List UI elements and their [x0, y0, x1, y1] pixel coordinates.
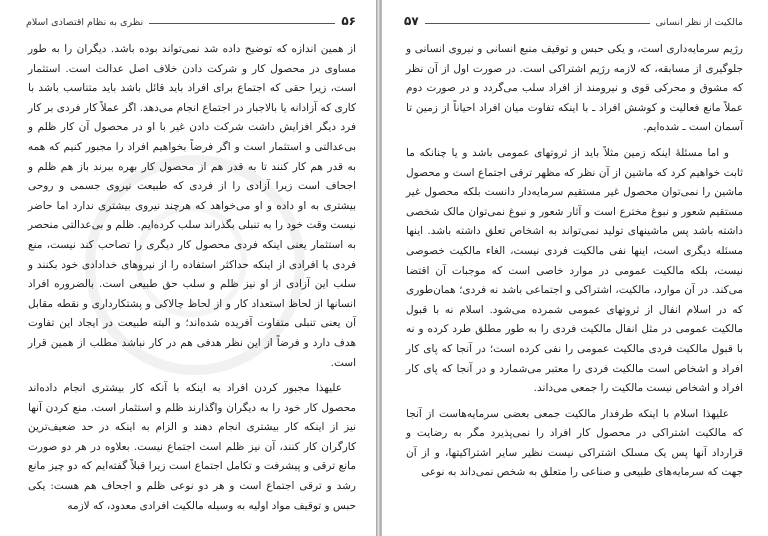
- left-page-text: [28, 40, 356, 516]
- right-paragraph-3: علیهذا اسلام با اینکه طرفدار مالکیت جمعی بعضی سرمایه‌هاست از آنجا که مالکیت اشتراکی در محصول کار افراد را نمی‌پذیرد مگر به رضایت و قرارداد آنها پس یک مسلک اشتراکی نیست نظیر سایر اشتراکیتها، و از آن جهت که سرمایه‌های طبیعی و صناعی را متعلق به شخص نمی‌داند به نوعی: [406, 407, 743, 479]
- left-running-head: [26, 10, 356, 28]
- right-page-number: ۵۷: [404, 14, 419, 28]
- right-paragraph-1: رژیم سرمایه‌داری است، و یکی حبس و توقیف منبع انسانی و نیروی انسانی و جلوگیری از مسابقه، که لازمه رژیم اشتراکی است. در صورت اول از آن نظر که مشوق و محرکی قوی و نیرومند از افراد سلب می‌گردد و در صورت دوم عملاً مانع فعالیت و کوشش افراد ـ با اینکه تفاوت میان افراد احیاناً از زمین تا آسمان است ـ شده‌ایم.: [406, 43, 743, 134]
- right-page: [381, 0, 768, 536]
- left-paragraph-2: علیهذا مجبور کردن افراد به اینکه با آنکه کار بیشتری انجام داده‌اند محصول کار خود را به دیگران واگذارند ظلم و استثمار است. منع کردن آنها نیز از اینکه کار بیشتری انجام دهند و الزام به اینکه در حد ضعیف‌ترین کارگران کار کنند، آن نیز ظلم است اجتماع نیست. بعلاوه در هر دو صورت مانع ترقی و پیشرفت و تکامل اجتماع است زیرا قبلاً گفته‌ایم که دو چیز مانع رشد و ترقی اجتماع است و هر دو نوعی ظلم و اجحاف هم هست: یکی حبس و توقیف مواد اولیه به وسیله مالکیت افرادی معدود، که لازمه: [28, 382, 356, 512]
- right-running-head: [404, 10, 743, 28]
- right-page-text: [406, 40, 743, 483]
- left-paragraph-1: از همین اندازه که توضیح داده شد نمی‌تواند بوده باشد. دیگران را به طور مساوی در محصول کار و شرکت دادن خلاف اصل عدالت است. استثمار است، زیرا حقی که اجتماع برای افراد باید قائل باشد باید متناسب باشد با کاری که آزادانه یا بالاجبار در اجتماع انجام می‌دهد. اگر عملاً کار فردی بر کار فرد دیگر افزایش داشت شرکت دادن غیر با او در محصول آن کار ظلم و بی‌عدالتی و استثمار است و اگر فرضاً بخواهیم افراد را مجبور کنیم که همه به قدر هم کار کنند تا به قدر هم از محصول کار بهره ببرند باز هم ظلم و اجحاف است زیرا آزادی را از فردی که طبیعت نیروی جسمی و روحی بیشتری به او داده و او می‌خواهد که هرچند نیروی بیشتری ندارد اما حاضر نیست وقت خود را به تنبلی بگذراند سلب کرده‌ایم. ظلم و بی‌عدالتی منحصر به استثمار یعنی اینکه فردی محصول کار دیگری را تصاحب کند نیست، منع فردی یا افرادی از اینکه حداکثر استفاده را از نیروهای خدادادی خود بکنند و سلب این آزادی از او نیز ظلم و سلب حق طبیعی است. بالضروره افراد انسانها از لحاظ استعداد کار و از لحاظ چالاکی و پشتکارداری و نقطه مقابل آن یعنی تنبلی متفاوت آفریده شده‌اند؛ و البته طبیعت در ایجاد این تفاوت هدف دارد و فرضاً از این نظر هدفی هم در کار نباشد مطلب از همین قرار است.: [28, 43, 356, 369]
- right-header-rule: [425, 23, 650, 24]
- right-paragraph-2: و اما مسئلهٔ اینکه زمین مثلاً باید از ثروتهای عمومی باشد و یا چنانکه ما ثابت خواهیم کرد که ماشین از آن نظر که مظهر ترقی اجتماع است و محصول ماشین را نمی‌توان محصول غیر مستقیم سرمایه‌دار دانست بلکه محصول غیر مستقیم شعور و نبوغ مخترع است و آثار شعور و نبوغ نمی‌توان مالک شخصی داشته باشد پس ماشینهای تولید نمی‌تواند به اشخاص تعلق داشته باشد. اینها مسئله دیگری است، اینها نفی مالکیت فردی نیست، الغاء مالکیت خصوصی نیست، بلکه مالکیت عمومی در موارد خاصی است که موجبات آن اقتضا می‌کند. در آن موارد، مالکیت، اشتراکی و اجتماعی باشد نه فردی؛ همان‌طوری که در اسلام انفال از ثروتهای عمومی شمرده می‌شود. اسلام نه با قبول مالکیت عمومی در مثل انفال مالکیت فردی را به طور مطلق طرد کرده و نه با قبول مالکیت فردی مالکیت عمومی را نفی کرده است؛ در آنجا که پای کار افراد و اشخاص است مالکیت فردی را معتبر می‌شمارد و در آنجا که پای کار افراد و اشخاص نیست مالکیت را جمعی می‌داند.: [406, 146, 743, 395]
- left-running-title: نظری به نظام اقتصادی اسلام: [26, 17, 144, 28]
- left-header-rule: [149, 23, 335, 24]
- left-page: [0, 0, 377, 536]
- left-page-number: ۵۶: [341, 14, 356, 28]
- right-running-title: مالکیت از نظر انسانی: [655, 17, 743, 28]
